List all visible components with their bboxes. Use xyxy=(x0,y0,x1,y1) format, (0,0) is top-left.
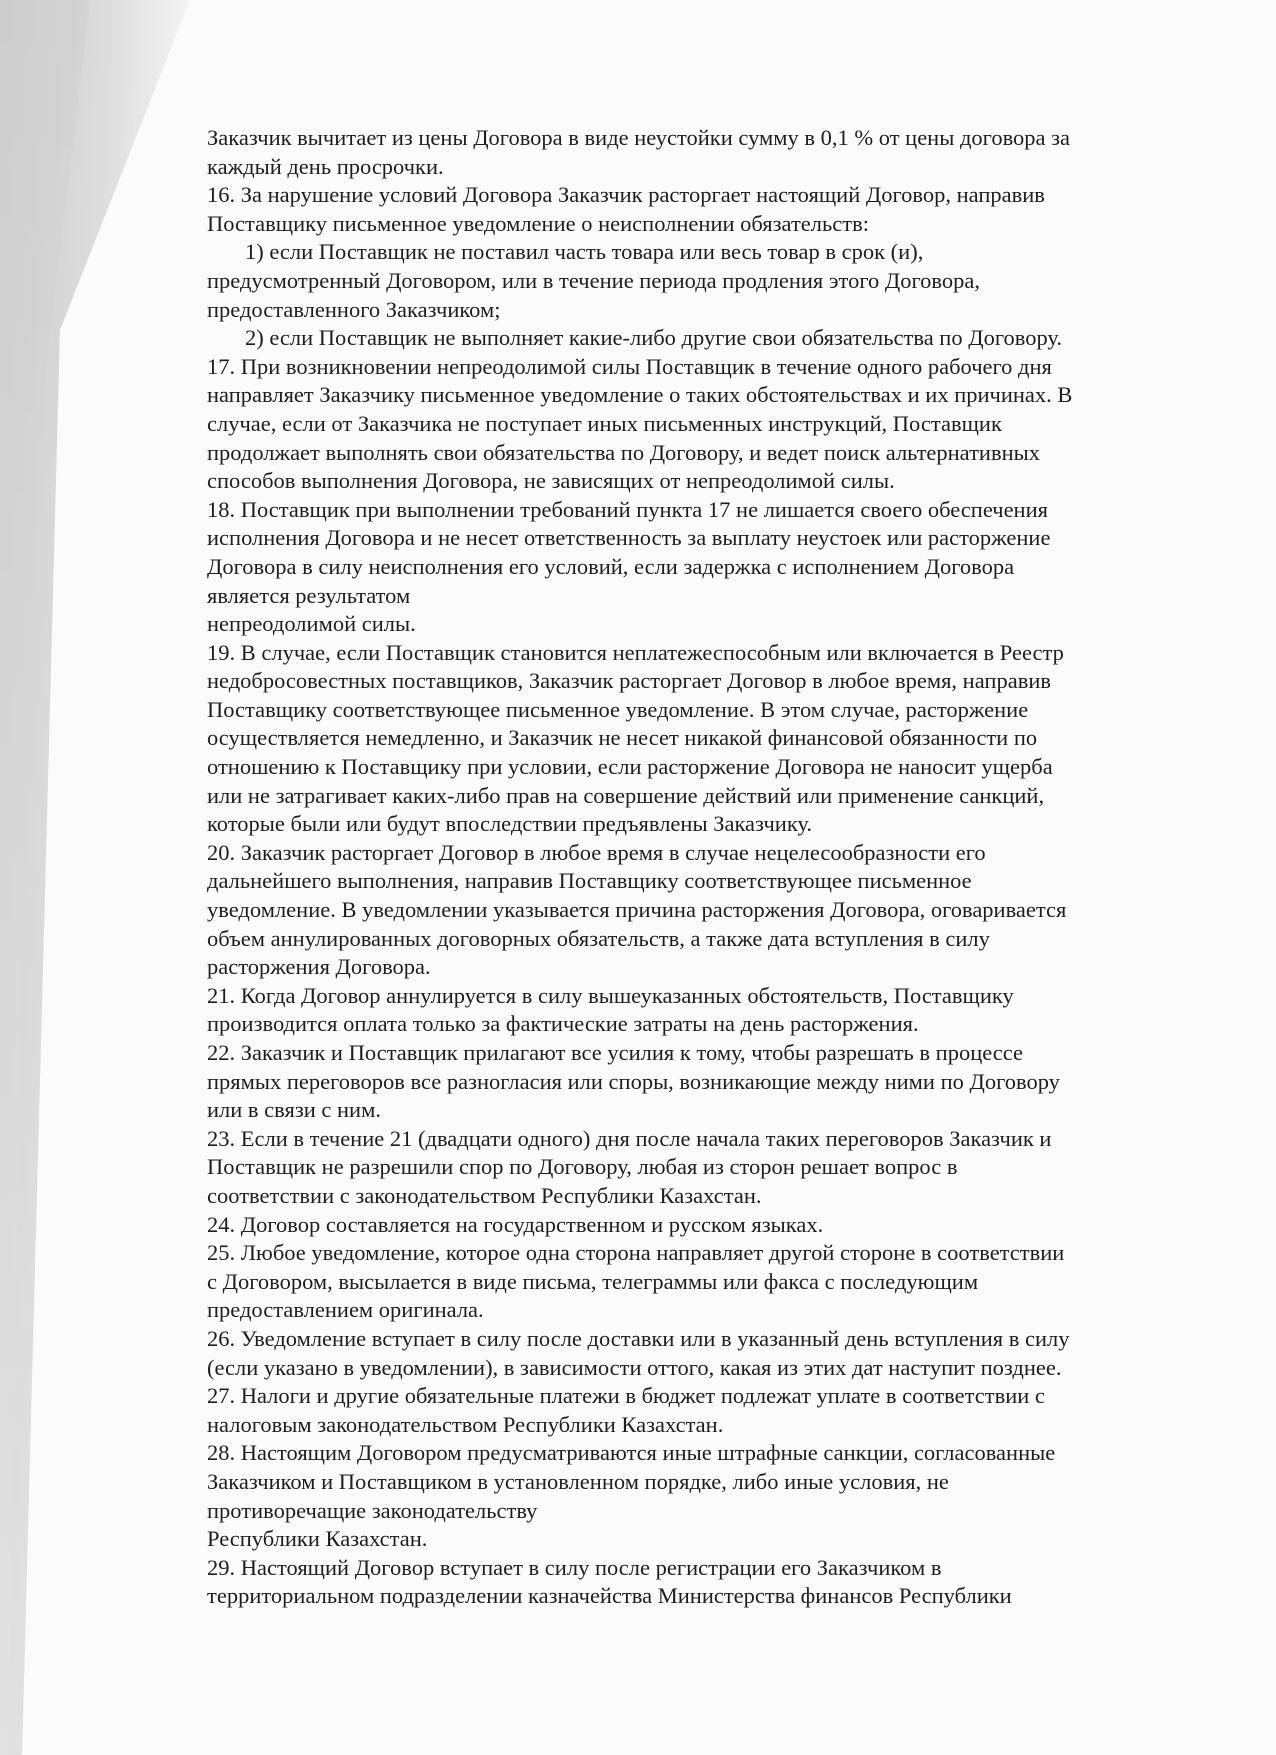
text-line: способов выполнения Договора, не зависящих от непреодолимой силы. xyxy=(207,468,895,494)
text-line: 23. Если в течение 21 (двадцати одного) дня после начала таких переговоров Заказчик и xyxy=(207,1125,1052,1151)
text-line: 26. Уведомление вступает в силу после доставки или в указанный день вступления в силу xyxy=(207,1325,1070,1351)
text-line: 25. Любое уведомление, которое одна сторона направляет другой стороне в соответствии xyxy=(207,1240,1065,1266)
text-line: Республики Казахстан. xyxy=(207,1526,428,1552)
text-line: прямых переговоров все разногласия или споры, возникающие между ними по Договору xyxy=(207,1068,1060,1094)
text-line: расторжения Договора. xyxy=(207,954,431,980)
contract-text xyxy=(207,124,1207,1611)
text-line: недобросовестных поставщиков, Заказчик расторгает Договор в любое время, направив xyxy=(207,668,1051,694)
text-line: случае, если от Заказчика не поступает иных письменных инструкций, Поставщик xyxy=(207,410,1002,436)
text-line: 24. Договор составляется на государственном и русском языках. xyxy=(207,1211,824,1237)
text-line: территориальном подразделении казначейства Министерства финансов Республики xyxy=(207,1583,1012,1609)
text-line: Заказчик вычитает из цены Договора в виде неустойки сумму в 0,1 % от цены договора за xyxy=(207,125,1071,150)
text-line: Поставщик не разрешили спор по Договору, любая из сторон решает вопрос в xyxy=(207,1154,958,1180)
text-line: уведомление. В уведомлении указывается причина расторжения Договора, оговаривается xyxy=(207,897,1067,923)
text-line: или не затрагивает каких-либо прав на совершение действий или применение санкций, xyxy=(207,782,1045,808)
text-line: дальнейшего выполнения, направив Поставщику соответствующее письменное xyxy=(207,868,972,894)
text-line: 18. Поставщик при выполнении требований пункта 17 не лишается своего обеспечения xyxy=(207,496,1048,522)
text-line: Заказчиком и Поставщиком в установленном порядке, либо иные условия, не xyxy=(207,1468,949,1494)
text-line: осуществляется немедленно, и Заказчик не несет никакой финансовой обязанности по xyxy=(207,725,1038,751)
text-line: 17. При возникновении непреодолимой силы Поставщик в течение одного рабочего дня xyxy=(207,353,1052,379)
text-line: которые были или будут впоследствии предъявлены Заказчику. xyxy=(207,811,813,837)
text-line: или в связи с ним. xyxy=(207,1097,381,1123)
text-line: 21. Когда Договор аннулируется в силу вышеуказанных обстоятельств, Поставщику xyxy=(207,982,1014,1008)
text-line: (если указано в уведомлении), в зависимости оттого, какая из этих дат наступит позднее. xyxy=(207,1354,1062,1380)
text-line: непреодолимой силы. xyxy=(207,611,416,637)
text-line: 20. Заказчик расторгает Договор в любое время в случае нецелесообразности его xyxy=(207,839,986,865)
text-line: Договора в силу неисполнения его условий, если задержка с исполнением Договора xyxy=(207,553,1015,579)
text-line: предусмотренный Договором, или в течение периода продления этого Договора, xyxy=(207,267,980,293)
text-line: 28. Настоящим Договором предусматриваются иные штрафные санкции, согласованные xyxy=(207,1440,1056,1466)
text-line: противоречащие законодательству xyxy=(207,1497,538,1523)
text-line: Поставщику соответствующее письменное уведомление. В этом случае, расторжение xyxy=(207,696,1029,722)
text-line: 19. В случае, если Поставщик становится неплатежеспособным или включается в Реестр xyxy=(207,639,1064,665)
text-line: объем аннулированных договорных обязательств, а также дата вступления в силу xyxy=(207,925,990,951)
text-line: 16. За нарушение условий Договора Заказчик расторгает настоящий Договор, направив xyxy=(207,182,1045,208)
text-line: предоставленного Заказчиком; xyxy=(207,296,501,322)
text-line: направляет Заказчику письменное уведомление о таких обстоятельствах и их причинах. В xyxy=(207,382,1073,408)
text-line: производится оплата только за фактические затраты на день расторжения. xyxy=(207,1011,919,1037)
text-line: Поставщику письменное уведомление о неисполнении обязательств: xyxy=(207,210,869,236)
text-line: 27. Налоги и другие обязательные платежи в бюджет подлежат уплате в соответствии с xyxy=(207,1383,1045,1409)
text-line: продолжает выполнять свои обязательства по Договору, и ведет поиск альтернативных xyxy=(207,439,1040,465)
text-line: соответствии с законодательством Республики Казахстан. xyxy=(207,1182,762,1208)
text-line: предоставлением оригинала. xyxy=(207,1297,484,1323)
text-line: отношению к Поставщику при условии, если расторжение Договора не наносит ущерба xyxy=(207,754,1053,780)
text-line: исполнения Договора и не несет ответственность за выплату неустоек или расторжение xyxy=(207,525,1051,551)
text-line: каждый день просрочки. xyxy=(207,153,444,179)
text-line: налоговым законодательством Республики Казахстан. xyxy=(207,1411,724,1437)
text-line: 22. Заказчик и Поставщик прилагают все усилия к тому, чтобы разрешать в процессе xyxy=(207,1040,1024,1065)
text-line: 1) если Поставщик не поставил часть товара или весь товар в срок (и), xyxy=(245,239,924,265)
text-line: является результатом xyxy=(207,582,411,608)
text-line: 29. Настоящий Договор вступает в силу после регистрации его Заказчиком в xyxy=(207,1554,942,1580)
text-line: 2) если Поставщик не выполняет какие-либо другие свои обязательства по Договору. xyxy=(245,325,1063,351)
text-line: с Договором, высылается в виде письма, телеграммы или факса с последующим xyxy=(207,1268,979,1294)
